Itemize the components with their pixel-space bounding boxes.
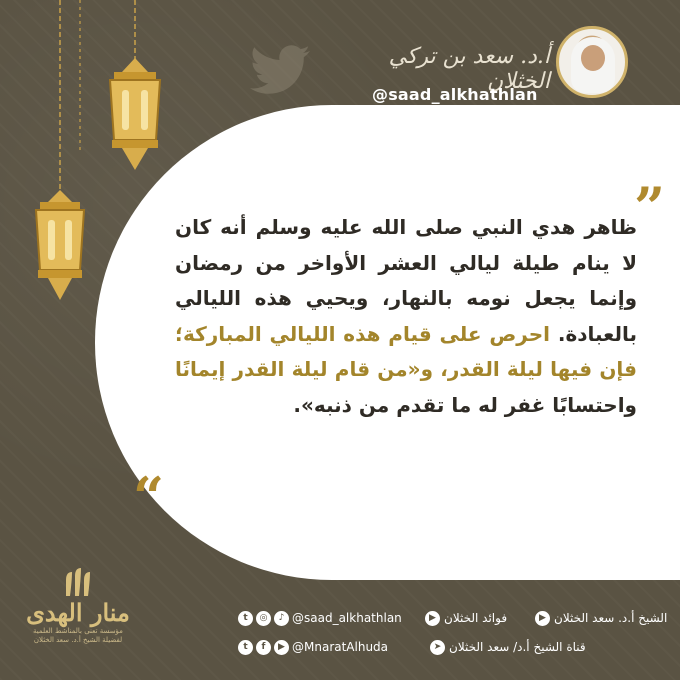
telegram-icon[interactable]: ➤ [430,640,445,655]
twitter-icon-2[interactable]: t [238,640,253,655]
author-name: أ.د. سعد بن تركي الخثلان [388,44,550,94]
twitter-icon[interactable]: t [238,611,253,626]
footer-sheikh-channel[interactable]: الشيخ أ.د. سعد الخثلان [554,611,668,625]
logo-emblem-icon [60,568,96,598]
dotted-string-decoration [75,0,85,150]
quote-part-1: ظاهر هدي النبي صلى الله عليه وسلم أنه كان لا ينام طيلة ليالي العشر الأواخر من رمضان وإنما يجعل نومه بالنهار، ويحيي هذه الليالي بالعبادة. [175,215,638,346]
quote-part-3: واحتسابًا غفر له ما تقدم من ذنبه». [293,392,637,417]
author-handle: @saad_alkhathlan [372,85,538,104]
footer-handle-manar[interactable]: @MnaratAlhuda [292,640,389,654]
footer-telegram-channel[interactable]: قناة الشيخ أ.د/ سعد الخثلان [449,640,586,654]
logo-subtitle-2: لفضيلة الشيخ أ.د. سعد الخثلان [33,636,123,644]
footer-fawaid[interactable]: فوائد الخثلان [444,611,508,625]
lantern-decoration-left [20,0,100,320]
quote-part-2: احرص على قيام هذه الليالي المباركة؛ فإن فيها ليلة القدر، و«من قام ليلة القدر إيمانًا [175,321,637,381]
instagram-icon[interactable]: ◎ [256,611,271,626]
author-avatar [556,26,628,98]
logo-name: منار الهدى [26,598,130,627]
tiktok-icon[interactable]: ♪ [274,611,289,626]
facebook-icon[interactable]: f [256,640,271,655]
twitter-bird-watermark-icon [250,45,310,95]
close-quote-mark: “ [133,465,165,529]
youtube-icon-3[interactable]: ▶ [274,640,289,655]
youtube-icon[interactable]: ▶ [425,611,440,626]
open-quote-mark: ” [634,175,666,239]
manar-alhuda-logo [18,568,138,645]
footer-handle-saad[interactable]: @saad_alkhathlan [292,611,402,625]
youtube-icon-2[interactable]: ▶ [535,611,550,626]
quote-text [175,210,637,423]
logo-subtitle-1: مؤسسة تعنى بالمناشط العلمية [33,627,123,635]
